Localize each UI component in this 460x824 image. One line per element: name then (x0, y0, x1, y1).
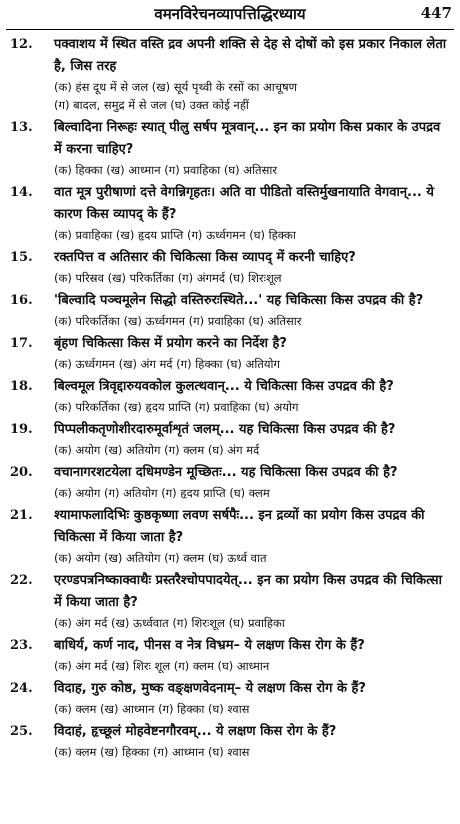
question-number: 20. (10, 465, 33, 480)
question-item (0, 333, 460, 373)
question-item (0, 721, 460, 761)
question-item (0, 290, 460, 330)
question-text: विदाहं, हृच्छूलं मोहवेष्टनगौरवम्... ये लक्षण किस रोग के हैं? (54, 724, 337, 739)
answer-options: (क) क्लम (ख) हिक्का (ग) आध्मान (घ) श्वास (54, 745, 250, 759)
question-number: 22. (10, 573, 33, 588)
question-text: श्यामाफलादिभिः कुष्ठकृष्णा लवण सर्षपैः... इन द्रव्यों का प्रयोग किस उपद्रव की चिकित्सा में किया जाता है? (54, 508, 425, 545)
question-number: 25. (10, 724, 33, 739)
answer-options: (क) अंग मर्द (ख) शिरः शूल (ग) क्लम (घ) आध्मान (54, 659, 270, 673)
question-list (0, 34, 460, 764)
question-number: 15. (10, 250, 33, 265)
question-item (0, 182, 460, 244)
question-text: बाधिर्य, कर्ण नाद, पीनस व नेत्र विभ्रम– ये लक्षण किस रोग के हैं? (54, 638, 365, 653)
question-item (0, 117, 460, 179)
question-text: वात मूत्र पुरीषाणां दत्ते वेगन्निगृहतः। अति वा पीडितो वस्तिर्मुखनायाति वेगवान्... ये कारण किस व्यापद् के हैं? (54, 185, 434, 222)
answer-options: (क) हंस दूध में से जल (ख) सूर्य पृथ्वी के रसों का आचूषण (54, 80, 297, 94)
answer-options: (क) अयोग (ग) अतियोग (ग) हृदय प्राप्ति (घ) क्लम (54, 486, 270, 500)
answer-options: (क) परिस्रव (ख) परिकर्तिका (ग) अंगमर्द (घ) शिरःशूल (54, 271, 282, 285)
question-text: पक्वाशय में स्थित वस्ति द्रव अपनी शक्ति से देह से दोषों को इस प्रकार निकाल लेता है, जिस तरह (54, 37, 447, 74)
question-item (0, 247, 460, 287)
page-header (0, 0, 460, 32)
question-number: 23. (10, 638, 33, 653)
question-number: 13. (10, 120, 33, 135)
question-number: 16. (10, 293, 33, 308)
question-number: 14. (10, 185, 33, 200)
answer-options: (क) परिकर्तिका (ख) हृदय प्राप्ति (ग) प्रवाहिका (घ) अयोग (54, 400, 299, 414)
question-text: 'बिल्वादि पञ्चमूलेन सिद्धो वस्तिरुरःस्थिते...' यह चिकित्सा किस उपद्रव की है? (54, 293, 424, 308)
question-text: पिप्पलीकतृणोशीरदारुमूर्वाशृतं जलम्... यह चिकित्सा किस उपद्रव की है? (54, 422, 396, 437)
question-text: बृंहण चिकित्सा किस में प्रयोग करने का निर्देश है? (54, 336, 287, 351)
answer-options: (क) क्लम (ख) आध्मान (ग) हिक्का (घ) श्वास (54, 702, 250, 716)
question-number: 19. (10, 422, 33, 437)
question-number: 21. (10, 508, 33, 523)
question-text: रक्तपित्त व अतिसार की चिकित्सा किस व्यापद् में करनी चाहिए? (54, 250, 356, 265)
answer-options: (क) हिक्का (ख) आध्मान (ग) प्रवाहिका (घ) अतिसार (54, 163, 278, 177)
answer-options: (क) अंग मर्द (ख) ऊर्ध्ववात (ग) शिरःशूल (घ) प्रवाहिका (54, 616, 285, 630)
answer-options: (क) अयोग (ख) अतियोग (ग) क्लम (घ) ऊर्ध्व वात (54, 551, 267, 565)
answer-options: (क) अयोग (ख) अतियोग (ग) क्लम (घ) अंग मर्द (54, 443, 260, 457)
question-text: बिल्वमूल त्रिवृद्दारुयवकोल कुलत्थवान्... ये चिकित्सा किस उपद्रव की है? (54, 379, 394, 394)
answer-options: (क) परिकर्तिका (ख) ऊर्ध्वगमन (ग) प्रवाहिका (घ) अतिसार (54, 314, 302, 328)
answer-options: (क) ऊर्ध्वगमन (ख) अंग मर्द (ग) हिक्का (घ) अतियोग (54, 357, 280, 371)
question-number: 24. (10, 681, 33, 696)
question-item (0, 376, 460, 416)
question-item (0, 462, 460, 502)
question-number: 17. (10, 336, 33, 351)
question-number: 12. (10, 37, 33, 52)
page-number: 447 (420, 4, 452, 22)
question-item (0, 570, 460, 632)
question-text: बिल्वादिना निरूहः स्यात् पीलु सर्षप मूत्रवान्... इन का प्रयोग किस प्रकार के उपद्रव में करना चाहिए? (54, 120, 441, 157)
question-item (0, 34, 460, 114)
question-text: एरण्डपत्रनिष्काक्वाथैः प्रस्तरैश्चोपपादयेत्... इन का प्रयोग किस उपद्रव की चिकित्सा में किया जाता है? (54, 573, 442, 610)
question-item (0, 419, 460, 459)
question-text: वचानागरशटयेला दधिमण्डेन मूच्छितः... यह चिकित्सा किस उपद्रव की है? (54, 465, 398, 480)
question-number: 18. (10, 379, 33, 394)
question-item (0, 678, 460, 718)
answer-options: (ग) बादल, समुद्र में से जल (घ) उक्त कोई नहीं (54, 98, 249, 112)
chapter-title: वमनविरेचनव्यापत्तिद्धिरध्याय (154, 5, 306, 23)
question-item (0, 505, 460, 567)
answer-options: (क) प्रवाहिका (ख) हृदय प्राप्ति (ग) ऊर्ध्वगमन (घ) हिक्का (54, 228, 296, 242)
question-text: विदाह, गुरु कोष्ठ, मुष्क वङ्क्षणवेदनाम्– ये लक्षण किस रोग के हैं? (54, 681, 366, 696)
header-divider (6, 29, 454, 30)
question-item (0, 635, 460, 675)
